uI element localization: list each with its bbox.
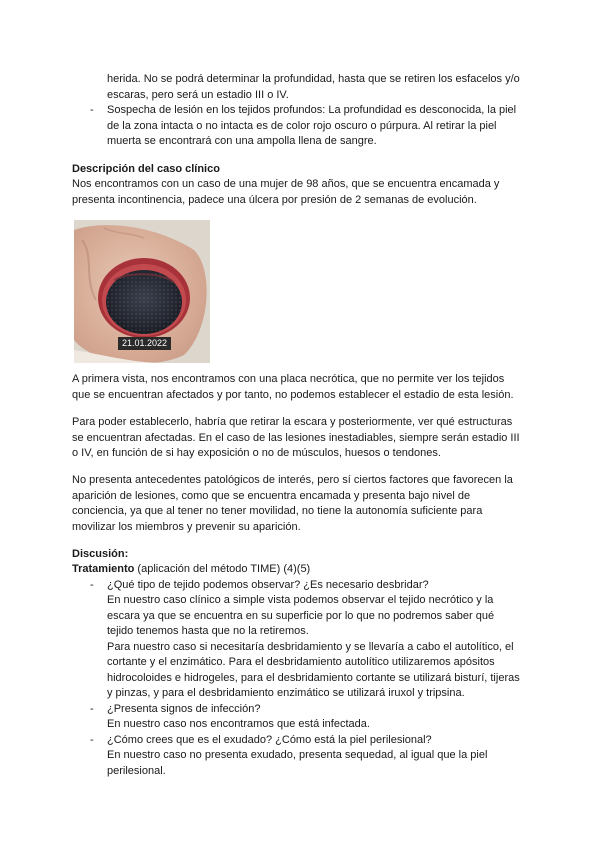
text-line: presenta incontinencia, padece una úlcera por presión de 2 semanas de evolución.: [72, 194, 477, 206]
question-text: ¿Presenta signos de infección?: [107, 703, 261, 715]
text-line: conciencia, ya que al tener no tener movilidad, no tiene la autonomía suficiente para: [72, 505, 483, 517]
answer-text: cortante y el enzimático. Para el desbridamiento autolítico utilizaremos apósitos: [107, 656, 495, 668]
text-line: muerta se encontrará con una ampolla llena de sangre.: [107, 135, 377, 147]
text-line: o IV, en función de si hay exposición o no de músculos, huesos o tendones.: [72, 447, 441, 459]
answer-text: hidrocoloides e hidrogeles, para el desbridamiento cortante se utilizará bisturí, tijeras: [107, 672, 520, 684]
text-line: Para poder establecerlo, habría que retirar la escara y posteriormente, ver qué estructuras: [72, 416, 513, 428]
text-line: A primera vista, nos encontramos con una placa necrótica, que no permite ver los tejidos: [72, 373, 505, 385]
text-line: No presenta antecedentes patológicos de interés, pero sí ciertos factores que favorecen la: [72, 474, 513, 486]
treatment-line: [72, 562, 310, 578]
text-line: que se encuentran afectados y por tanto, no podemos establecer el estadio de esta lesión.: [72, 389, 514, 401]
text-line: escaras, pero será un estadio III o IV.: [107, 89, 289, 101]
text-line: herida. No se podrá determinar la profundidad, hasta que se retiren los esfacelos y/o: [107, 73, 520, 85]
bullet-marker: -: [90, 579, 94, 591]
photo-date-stamp: 21.01.2022: [118, 337, 171, 350]
question-text: ¿Qué tipo de tejido podemos observar? ¿Es necesario desbridar?: [107, 579, 429, 591]
answer-text: escara ya que se encuentra en su superficie por lo que no podremos saber qué: [107, 610, 495, 622]
answer-text: y pinzas, y para el desbridamiento enzimático se utilizará iruxol y tripsina.: [107, 687, 465, 699]
text-line: Sospecha de lesión en los tejidos profundos: La profundidad es desconocida, la piel: [107, 104, 517, 116]
text-line: movilizar los miembros y prevenir su aparición.: [72, 521, 301, 533]
answer-text: Para nuestro caso si necesitaría desbridamiento y se llevaría a cabo el autolítico, el: [107, 641, 514, 653]
section-heading: Descripción del caso clínico: [72, 163, 220, 175]
text-line: se encuentran afectadas. En el caso de las lesiones inestadiables, siempre serán estadio III: [72, 432, 520, 444]
bullet-marker: -: [90, 703, 94, 715]
text-line: de la zona intacta o no intacta es de color rojo oscuro o púrpura. Al retirar la piel: [107, 120, 497, 132]
answer-text: En nuestro caso clínico a simple vista podemos observar el tejido necrótico y la: [107, 594, 494, 606]
answer-text: En nuestro caso no presenta exudado, presenta sequedad, al igual que la piel: [107, 749, 488, 761]
answer-text: perilesional.: [107, 765, 166, 777]
answer-text: En nuestro caso nos encontramos que está infectada.: [107, 718, 370, 730]
section-heading: Discusión:: [72, 548, 129, 560]
text-line: Nos encontramos con un caso de una mujer de 98 años, que se encuentra encamada y: [72, 178, 500, 190]
question-text: ¿Cómo crees que es el exudado? ¿Cómo está la piel perilesional?: [107, 734, 432, 746]
treatment-label: Tratamiento: [72, 563, 135, 575]
bullet-marker: -: [90, 104, 94, 116]
answer-text: tejido tenemos hasta que no la retiremos.: [107, 625, 309, 637]
treatment-detail: (aplicación del método TIME) (4)(5): [134, 563, 311, 575]
bullet-marker: -: [90, 734, 94, 746]
text-line: aparición de lesiones, como que se encuentra encamada y presenta bajo nivel de: [72, 490, 471, 502]
